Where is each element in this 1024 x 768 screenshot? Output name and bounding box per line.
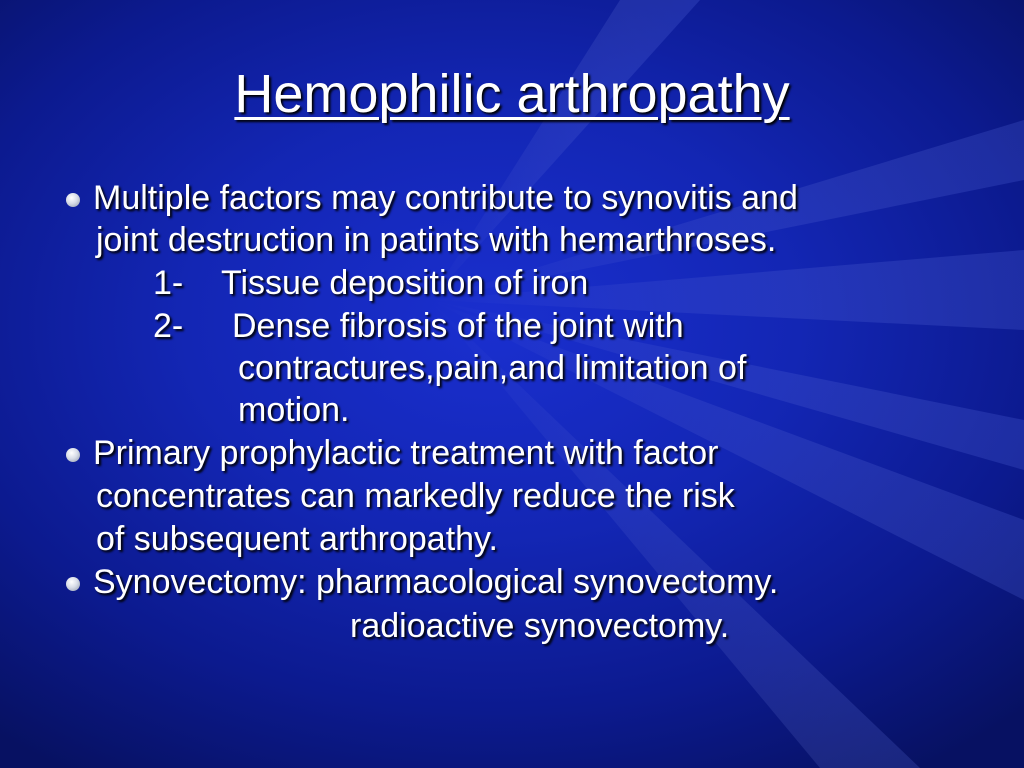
sub-item-2-text-line-2: contractures,pain,and limitation of: [238, 349, 747, 387]
slide-title: Hemophilic arthropathy: [234, 64, 790, 124]
bullet-icon: [66, 577, 80, 591]
bullet-2-line-2: concentrates can markedly reduce the risk: [96, 477, 735, 515]
bullet-2-line-3: of subsequent arthropathy.: [96, 520, 498, 558]
bullet-1-line-1: Multiple factors may contribute to synovitis and: [93, 179, 798, 217]
bullet-3-line-2: radioactive synovectomy.: [350, 607, 730, 645]
sub-item-2-text-line-1: Dense fibrosis of the joint with: [232, 307, 684, 345]
bullet-icon: [66, 448, 80, 462]
bullet-2-line-1: Primary prophylactic treatment with factor: [93, 434, 719, 472]
bullet-1-line-2: joint destruction in patints with hemarthroses.: [96, 221, 777, 259]
bullet-icon: [66, 193, 80, 207]
bullet-3-line-1: Synovectomy: pharmacological synovectomy.: [93, 563, 779, 601]
sub-item-1-text: Tissue deposition of iron: [221, 264, 589, 302]
sub-item-1-number: 1-: [153, 264, 184, 302]
sub-item-2-number: 2-: [153, 307, 184, 345]
sub-item-2-text-line-3: motion.: [238, 391, 350, 429]
